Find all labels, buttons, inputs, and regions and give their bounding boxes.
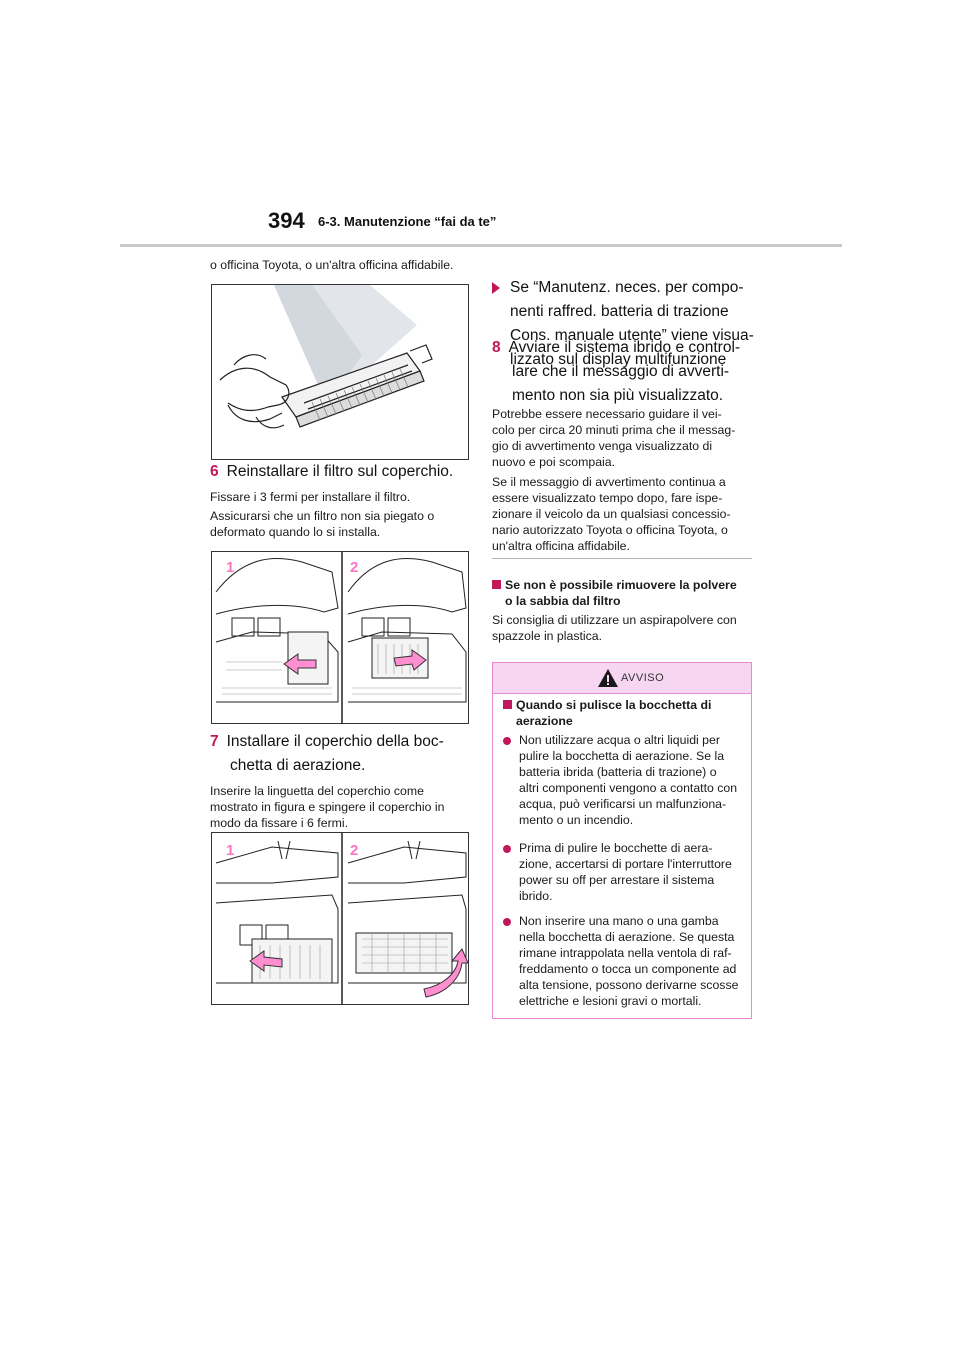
section-separator (492, 558, 752, 559)
text-line: nenti raffred. batteria di trazione (510, 303, 729, 320)
bullet-dot-icon (503, 737, 511, 745)
text-line: modo da fissare i 6 fermi. (210, 816, 349, 830)
intro-text: o officina Toyota, o un'altra officina affidabile. (210, 258, 454, 272)
text-line: batteria ibrida (batteria di trazione) o (519, 765, 717, 779)
warning-heading (503, 697, 711, 729)
step-number: 7 (210, 733, 219, 750)
text-line: mostrato in figura e spingere il coperchio in (210, 800, 445, 814)
paragraph-drive (492, 406, 735, 470)
square-bullet-icon (492, 580, 501, 589)
text-line: Prima di pulire le bocchette di aera- (519, 841, 713, 855)
text-line: pulire la bocchetta di aerazione. Se la (519, 749, 725, 763)
text-line: acqua, può verificarsi un malfunziona- (519, 797, 727, 811)
warning-title: AVVISO (621, 672, 665, 684)
text-line: Cons. manuale utente” viene visua- (510, 327, 754, 344)
step-number: 6 (210, 463, 219, 480)
warning-item-1 (519, 732, 741, 828)
step7-note (210, 783, 444, 831)
step-number: 8 (492, 339, 501, 356)
warning-box (492, 662, 752, 1019)
step-text: chetta di aerazione. (230, 757, 366, 774)
text-line: aerazione (516, 714, 573, 728)
text-line: Se non è possibile rimuovere la polvere (505, 578, 737, 592)
text-line: Quando si pulisce la bocchetta di (516, 698, 712, 712)
text-line: freddamento o tocca un componente ad (519, 962, 737, 976)
warning-item-2 (519, 840, 741, 904)
text-line: elettriche e lesioni gravi o mortali. (519, 994, 702, 1008)
text-line: nario autorizzato Toyota o officina Toyota, o (492, 523, 728, 537)
text-line: Se “Manutenz. neces. per compo- (510, 279, 744, 296)
step-8-text (492, 336, 740, 408)
text-line: Potrebbe essere necessario guidare il vei- (492, 407, 722, 421)
warning-header (493, 663, 751, 694)
text-line: power su off per arrestare il sistema (519, 873, 715, 887)
text-line: spazzole in plastica. (492, 629, 603, 643)
text-line: gio di avvertimento venga visualizzato di (492, 439, 713, 453)
text-line: Se il messaggio di avvertimento continua a (492, 475, 726, 489)
fig2-label-1: 1 (226, 559, 235, 576)
text-line: lare che il messaggio di avverti- (512, 363, 730, 380)
step6-note-2 (210, 508, 434, 540)
step-text: Installare il coperchio della boc- (226, 733, 444, 750)
text-line: Si consiglia di utilizzare un aspirapolvere con (492, 613, 737, 627)
text-line: Avviare il sistema ibrido e control- (508, 339, 741, 356)
arrow-bullet-icon (492, 282, 500, 294)
text-line: Non utilizzare acqua o altri liquidi per (519, 733, 720, 747)
warning-item-3 (519, 913, 741, 1009)
text-line: colo per circa 20 minuti prima che il messag- (492, 423, 736, 437)
fig3-label-2: 2 (350, 842, 359, 859)
text-line: ibrido. (519, 889, 553, 903)
step-6 (210, 460, 453, 484)
section-title: 6-3. Manutenzione “fai da te” (318, 214, 497, 229)
text-line: lizzato sul display multifunzione (510, 351, 727, 368)
step-7 (210, 730, 444, 778)
text-line: nuovo e poi scompaia. (492, 455, 616, 469)
text-line: Inserire la linguetta del coperchio come (210, 784, 424, 798)
text-line: deformato quando lo si installa. (210, 525, 381, 539)
figure-install-cover (211, 832, 469, 1005)
step6-note-1: Fissare i 3 fermi per installare il filtro. (210, 490, 411, 504)
text-line: zione, accertarsi di portare l'interruttore (519, 857, 732, 871)
text-line: mento non sia più visualizzato. (512, 387, 724, 404)
text-line: rimane intrappolata nella ventola di raf- (519, 946, 732, 960)
square-bullet-icon (503, 700, 512, 709)
text-line: un'altra officina affidabile. (492, 539, 630, 553)
text-line: o la sabbia dal filtro (505, 594, 621, 608)
subheading (492, 577, 737, 609)
text-line: Non inserire una mano o una gamba (519, 914, 719, 928)
text-line: essere visualizzato tempo dopo, fare ispe- (492, 491, 723, 505)
text-line: nella bocchetta di aerazione. Se questa (519, 930, 735, 944)
text-line: zionare il veicolo da un qualsiasi concessio- (492, 507, 731, 521)
warning-triangle-icon (597, 668, 619, 688)
header-rule (120, 244, 842, 247)
text-line: mento o un incendio. (519, 813, 634, 827)
subparagraph (492, 612, 737, 644)
page-number: 394 (268, 208, 305, 233)
text-line: altri componenti vengono a contatto con (519, 781, 738, 795)
text-line: Assicurarsi che un filtro non sia piegato o (210, 509, 435, 523)
fig3-label-1: 1 (226, 842, 235, 859)
step-text: Reinstallare il filtro sul coperchio. (226, 463, 454, 480)
paragraph-dealer (492, 474, 731, 554)
figure-install-filter (211, 551, 469, 724)
figure-filter-removal (211, 284, 469, 460)
bullet-dot-icon (503, 918, 511, 926)
fig2-label-2: 2 (350, 559, 359, 576)
text-line: alta tensione, possono derivarne scosse (519, 978, 739, 992)
bullet-dot-icon (503, 845, 511, 853)
